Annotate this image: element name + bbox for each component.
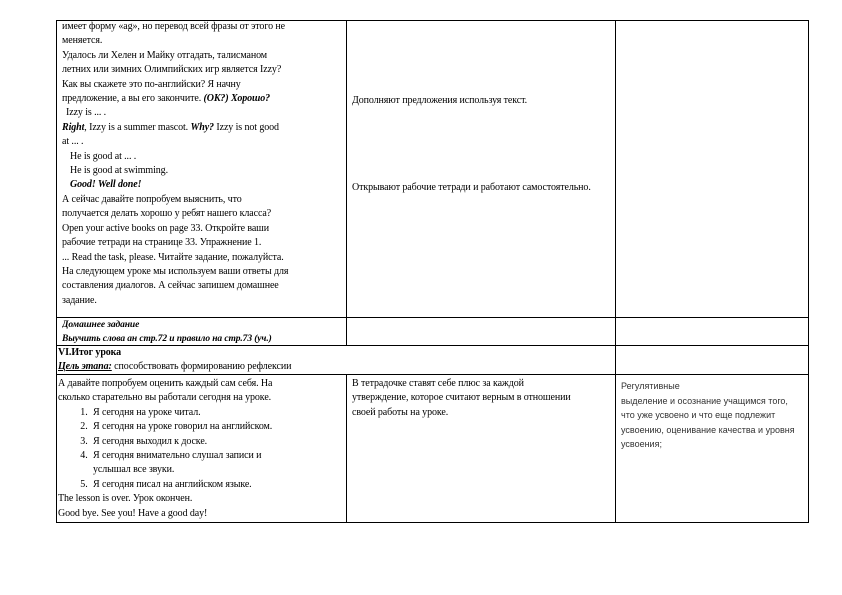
text-line (62, 121, 346, 135)
goal-label: Цель этапа: (58, 361, 112, 373)
list-item-text: услышал все звуки. (93, 464, 175, 476)
homework-text: Выучить слова ан стр.72 и правило на стр.73 (уч.) (62, 334, 272, 345)
text-line: Izzy is ... . (66, 107, 107, 119)
list-item: 5. Я сегодня писал на английском языке. (90, 478, 346, 492)
text-line: меняется. (62, 35, 103, 47)
section-goal (58, 360, 358, 374)
text-line: Регулятивные (621, 381, 680, 391)
text-line: The lesson is over. Урок окончен. (58, 493, 193, 505)
list-item-text: Я сегодня внимательно слушал записи и (93, 450, 262, 462)
text-line: А давайте попробуем оценить каждый сам себя. На (58, 378, 273, 389)
text-line: В тетрадочке ставят себе плюс за каждой утверждение, которое считают верным в отношении своей работы на уроке. (352, 378, 571, 418)
text-line: at ... . (62, 136, 84, 148)
text-line: Дополняют предложения используя текст. (352, 95, 528, 106)
text-line: He is good at ... . (70, 150, 137, 162)
reflection-teacher-cell (58, 377, 346, 522)
section-header-cell (58, 346, 358, 374)
text-line: He is good at swimming. (70, 165, 168, 177)
text-span: Why? (190, 121, 214, 133)
text-line: сколько старательно вы работали сегодня на уроке. (58, 392, 272, 404)
text-line: рабочие тетради на странице 33. Упражнение 1. (62, 237, 262, 249)
table-border-bottom (56, 522, 809, 523)
text-line: А сейчас давайте попробуем выяснить, что (62, 193, 242, 205)
homework-cell (62, 318, 346, 345)
teacher-activity-cell (62, 20, 346, 317)
list-item: 1. Я сегодня на уроке читал. (90, 406, 346, 420)
student-activity-cell (352, 181, 592, 195)
goal-text: способствовать формированию рефлексии (111, 361, 292, 373)
text-line: ... Read the task, please. Читайте задание, пожалуйста. (62, 251, 284, 263)
text-line: Open your active books on page 33. Откройте ваши (62, 222, 270, 234)
text-line (62, 92, 346, 106)
text-line: задание. (62, 294, 97, 306)
text-line: летних или зимних Олимпийских игр является Izzy? (62, 64, 282, 76)
reflection-student-cell (352, 377, 582, 420)
text-span: предложение, а вы его закончите. (62, 93, 202, 105)
section-title: VI.Итог урока (58, 347, 122, 358)
text-line: Good! Well done! (70, 179, 142, 191)
text-span: Right (62, 121, 85, 133)
list-item: 2. Я сегодня на уроке говорил на английском. (90, 420, 346, 434)
text-span: (OK?) Хорошо? (203, 93, 271, 105)
table-border-col2 (615, 20, 616, 523)
student-activity-cell (352, 94, 612, 108)
text-line: получается делать хорошо у ребят нашего класса? (62, 208, 272, 220)
table-border-right (808, 20, 809, 523)
self-assessment-list (58, 406, 346, 492)
text-line: имеет форму «ag», но перевод всей фразы от этого не (62, 21, 285, 32)
text-line: Good bye. See you! Have a good day! (58, 507, 208, 519)
text-line: На следующем уроке мы используем ваши ответы для (62, 265, 289, 277)
text-line: Открывают рабочие тетради и работают самостоятельно. (352, 182, 591, 193)
text-line: выделение и осознание учащимся того, что уже усвоено и что еще подлежит усвоению, оценивание качества и уровня усвоения; (621, 395, 795, 449)
list-item (90, 449, 346, 478)
text-span: Izzy is not good (216, 121, 279, 133)
list-item: 3. Я сегодня выходил к доске. (90, 435, 346, 449)
learning-actions-cell (621, 379, 803, 452)
homework-title: Домашнее задание (62, 320, 140, 330)
text-line: Как вы скажете это по-английски? Я начну (62, 78, 241, 90)
text-line: Удалось ли Хелен и Майку отгадать, талисманом (62, 49, 268, 61)
table-border-col1 (346, 374, 347, 523)
table-border-col1 (346, 20, 347, 345)
text-span: , Izzy is a summer mascot. (84, 121, 189, 133)
text-line: составления диалогов. А сейчас запишем домашнее (62, 280, 279, 292)
table-border-left (56, 20, 57, 523)
row-divider-goal (56, 374, 809, 375)
